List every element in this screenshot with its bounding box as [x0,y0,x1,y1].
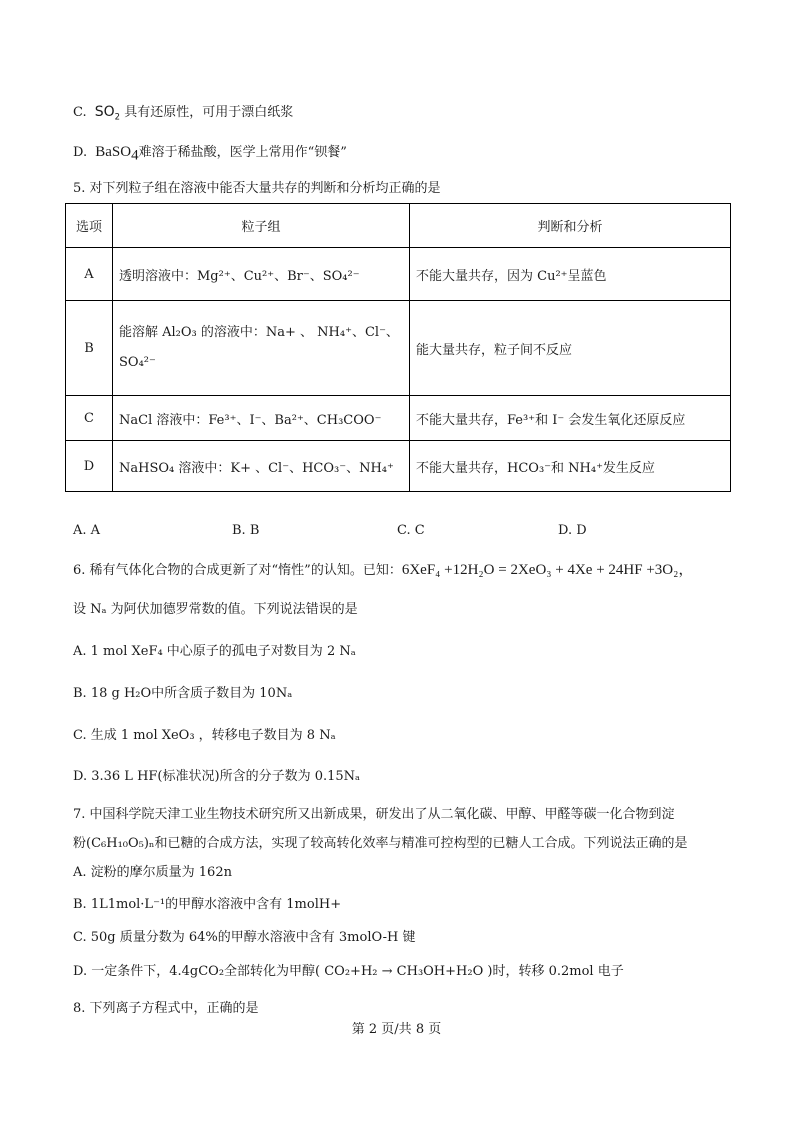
table-header-row [66,204,731,248]
q5-option-c: C. C [397,523,425,538]
header-option: 选项 [66,204,113,248]
q6-stem-2: 设 Nₐ 为阿伏加德罗常数的值。下列说法错误的是 [73,602,358,617]
row-group: 能溶解 Al₂O₃ 的溶液中：Na+ 、 NH₄⁺、Cl⁻、SO₄²⁻ [113,301,410,396]
q5-stem: 5. 对下列粒子组在溶液中能否大量共存的判断和分析均正确的是 [73,181,441,196]
q5-option-d: D. D [558,523,587,538]
row-analysis: 不能大量共存，HCO₃⁻和 NH₄⁺发生反应 [410,441,731,492]
q5-table [65,203,731,492]
q7-stem-2: 粉(C₆H₁₀O₅)ₙ和已糖的合成方法，实现了较高转化效率与精准可控构型的已糖人工合成。下列说法正确的是 [73,836,688,851]
row-option: C [66,396,113,441]
q7-option-b: B. 1L1mol·L⁻¹的甲醇水溶液中含有 1molH+ [73,897,342,912]
table-row [66,396,731,441]
q7-stem-1: 7. 中国科学院天津工业生物技术研究所又出新成果，研发出了从二氧化碳、甲醇、甲醛等碳一化合物到淀 [73,807,675,822]
q5-option-b: B. B [232,523,260,538]
header-group: 粒子组 [113,204,410,248]
q7-option-c: C. 50g 质量分数为 64%的甲醇水溶液中含有 3molO-H 键 [73,930,416,945]
q6-equation: 6XeF₄ +12H₂O = 2XeO₃ + 4Xe + 24HF +3O₂， [401,562,694,578]
q7-option-a: A. 淀粉的摩尔质量为 162n [73,865,232,880]
row-analysis: 不能大量共存，因为 Cu²⁺呈蓝色 [410,248,731,301]
q4-option-c: C. $SO_2$ 具有还原性，可用于漂白纸浆 [73,104,294,122]
q4-option-d: D. BaSO$_4$难溶于稀盐酸，医学上常用作“钡餐” [73,144,347,164]
q6-stem: 6. 稀有气体化合物的合成更新了对“惰性”的认知。已知：6XeF₄ +12H₂O = 2XeO₃ + 4Xe + 24HF +3O₂， [73,562,694,578]
row-analysis: 能大量共存，粒子间不反应 [410,301,731,396]
table-row [66,441,731,492]
baso4-formula: BaSO [95,144,132,160]
row-group: NaCl 溶液中：Fe³⁺、I⁻、Ba²⁺、CH₃COO⁻ [113,396,410,441]
table-row [66,248,731,301]
q6-option-c: C. 生成 1 mol XeO₃ ，转移电子数目为 8 Nₐ [73,728,336,743]
q6-option-b: B. 18 g H₂O中所含质子数目为 10Nₐ [73,686,293,701]
header-analysis: 判断和分析 [410,204,731,248]
row-option: D [66,441,113,492]
page-footer: 第 2 页/共 8 页 [351,1022,442,1037]
q6-option-d: D. 3.36 L HF(标准状况)所含的分子数为 0.15Nₐ [73,769,361,784]
row-group: NaHSO₄ 溶液中：K+ 、Cl⁻、HCO₃⁻、NH₄⁺ [113,441,410,492]
q6-option-a: A. 1 mol XeF₄ 中心原子的孤电子对数目为 2 Nₐ [73,644,356,659]
row-analysis: 不能大量共存，Fe³⁺和 I⁻ 会发生氧化还原反应 [410,396,731,441]
row-option: A [66,248,113,301]
table-row [66,301,731,396]
q5-option-a: A. A [73,523,101,538]
so2-formula: SO [94,104,115,120]
row-group: 透明溶液中：Mg²⁺、Cu²⁺、Br⁻、SO₄²⁻ [113,248,410,301]
q8-stem: 8. 下列离子方程式中，正确的是 [73,1001,259,1016]
row-option: B [66,301,113,396]
q7-option-d: D. 一定条件下，4.4gCO₂全部转化为甲醇( CO₂+H₂ → CH₃OH+H₂O )时，转移 0.2mol 电子 [73,964,624,979]
